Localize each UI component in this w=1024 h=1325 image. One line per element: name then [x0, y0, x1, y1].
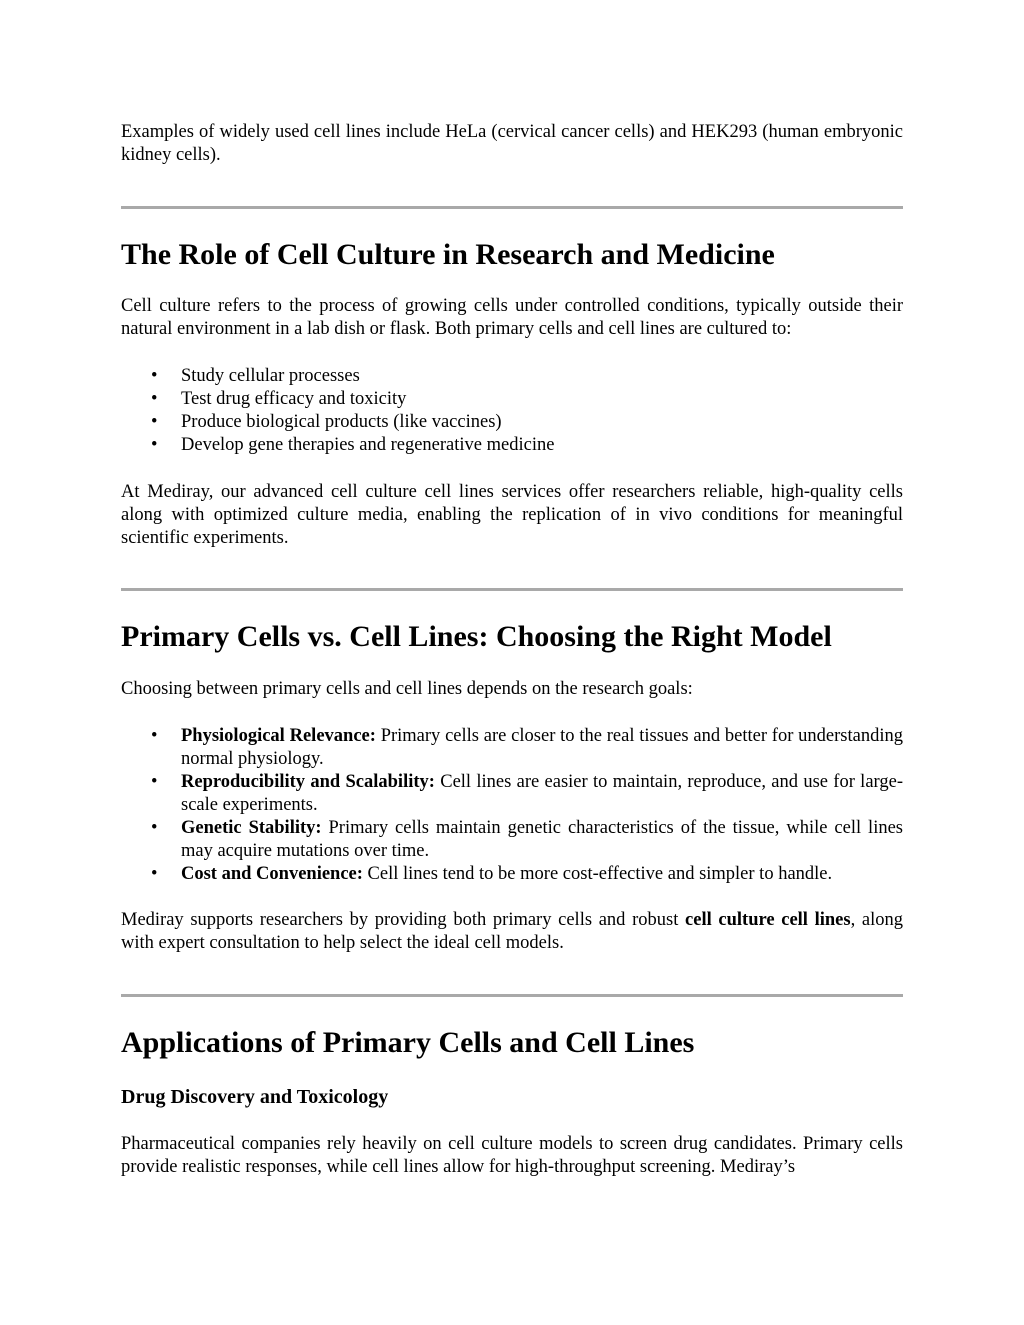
section-heading-role-of-cell-culture: The Role of Cell Culture in Research and Medicine [121, 238, 775, 271]
bullet-term: Genetic Stability: [181, 818, 322, 838]
bullet-icon: • [151, 818, 158, 838]
section1-bullet-list [121, 365, 903, 457]
bold-term: cell culture cell lines [685, 910, 851, 930]
section-divider [121, 994, 903, 997]
list-item: • Produce biological products (like vaccines) [151, 412, 502, 432]
subheading-drug-discovery: Drug Discovery and Toxicology [121, 1086, 389, 1108]
section-divider [121, 588, 903, 591]
bullet-icon: • [151, 864, 158, 884]
bullet-term: Physiological Relevance: [181, 726, 376, 746]
list-item: • Physiological Relevance: Primary cells are closer to the real tissues and better for understanding normal physiology. [151, 726, 903, 769]
section3-paragraph-1: Pharmaceutical companies rely heavily on cell culture models to screen drug candidates. Primary cells provide realistic responses, while cell lines allow for high-throughput screening. Mediray’s [121, 1134, 903, 1177]
bullet-term: Cost and Convenience: [181, 864, 363, 884]
bullet-icon: • [151, 366, 158, 386]
section2-paragraph-2: Mediray supports researchers by providing both primary cells and robust cell culture cell lines, along with expert consultation to help select the ideal cell models. [121, 910, 903, 953]
bullet-icon: • [151, 435, 158, 455]
list-item: • Test drug efficacy and toxicity [151, 389, 407, 409]
list-item: • Genetic Stability: Primary cells maintain genetic characteristics of the tissue, while cell lines may acquire mutations over time. [151, 818, 903, 861]
list-item: • Reproducibility and Scalability: Cell lines are easier to maintain, reproduce, and use for large-scale experiments. [151, 772, 903, 815]
section-heading-primary-vs-lines: Primary Cells vs. Cell Lines: Choosing the Right Model [121, 620, 832, 653]
list-item: • Study cellular processes [151, 366, 360, 386]
bullet-icon: • [151, 726, 158, 746]
list-item: • Cost and Convenience: Cell lines tend to be more cost-effective and simpler to handle. [151, 864, 833, 884]
section-heading-applications: Applications of Primary Cells and Cell Lines [121, 1026, 695, 1059]
list-item: • Develop gene therapies and regenerative medicine [151, 435, 555, 455]
intro-paragraph: Examples of widely used cell lines include HeLa (cervical cancer cells) and HEK293 (human embryonic kidney cells). [121, 122, 903, 165]
bullet-icon: • [151, 772, 158, 792]
section2-paragraph-1: Choosing between primary cells and cell lines depends on the research goals: [121, 679, 693, 699]
bullet-term: Reproducibility and Scalability: [181, 772, 435, 792]
section1-paragraph-2: At Mediray, our advanced cell culture cell lines services offer researchers reliable, high-quality cells along with optimized culture media, enabling the replication of in vivo conditions for meaningful scientific experiments. [121, 482, 903, 548]
section2-bullet-list [121, 725, 903, 886]
section1-paragraph-1: Cell culture refers to the process of growing cells under controlled conditions, typically outside their natural environment in a lab dish or flask. Both primary cells and cell lines are cultured to: [121, 296, 903, 339]
section-divider [121, 206, 903, 209]
bullet-icon: • [151, 412, 158, 432]
bullet-icon: • [151, 389, 158, 409]
